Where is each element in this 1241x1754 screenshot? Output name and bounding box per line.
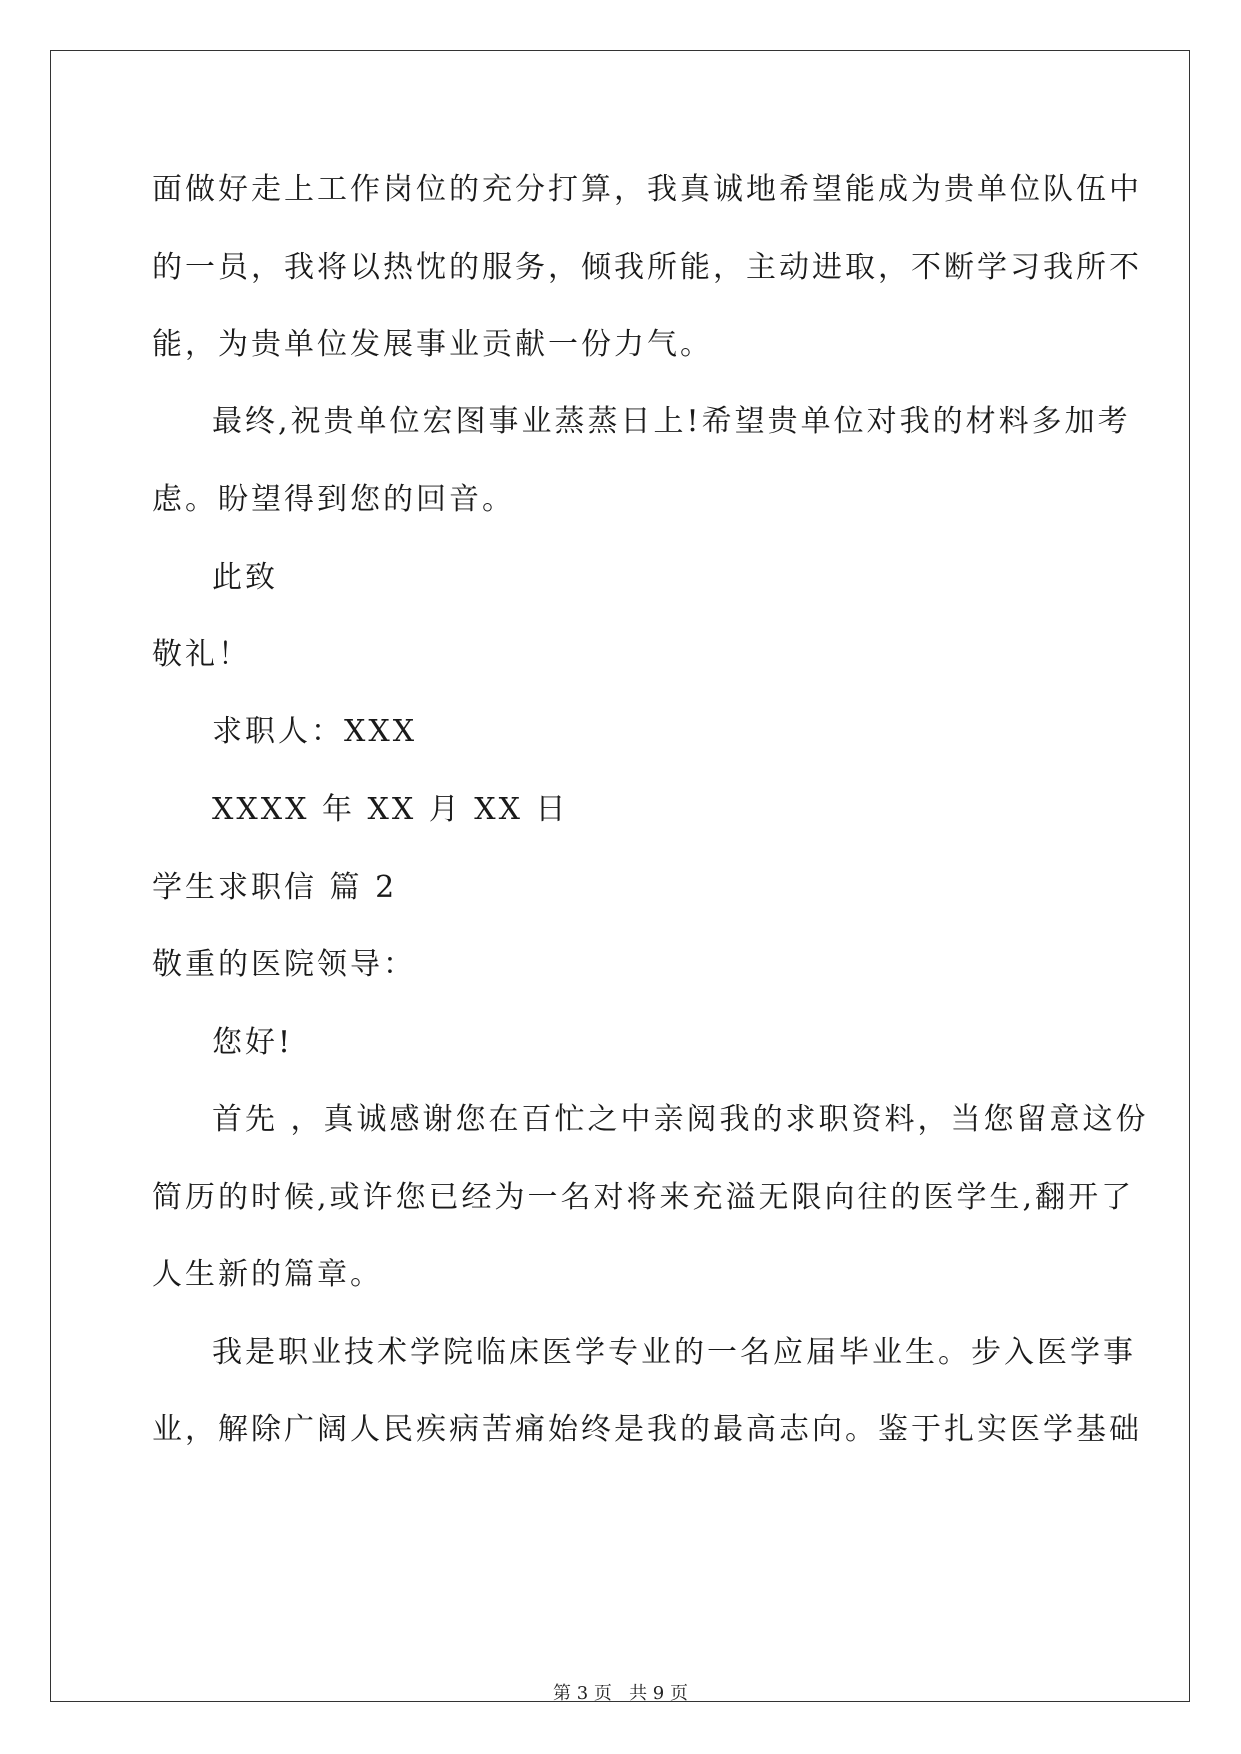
text-line: 能，为贵单位发展事业贡献一份力气。 [152,327,713,362]
section-heading: 学生求职信 篇 2 [152,870,398,905]
text-line: 简历的时候,或许您已经为一名对将来充溢无限向往的医学生,翻开了 [152,1180,1135,1215]
text-line: 面做好走上工作岗位的充分打算，我真诚地希望能成为贵单位队伍中 [152,172,1142,207]
text-line: 的一员，我将以热忱的服务，倾我所能，主动进取，不断学习我所不 [152,250,1142,285]
text-line: 求职人：XXX [212,714,418,749]
text-line: 此致 [212,560,278,595]
text-line: 您好! [212,1025,294,1060]
text-line: 首先 ，真诚感谢您在百忙之中亲阅我的求职资料，当您留意这份 [212,1102,1149,1137]
text-line: XXXX 年 XX 月 XX 日 [212,792,569,827]
text-line: 最终,祝贵单位宏图事业蒸蒸日上!希望贵单位对我的材料多加考 [212,404,1131,439]
text-line: 人生新的篇章。 [152,1257,383,1292]
text-line: 敬礼！ [152,637,251,672]
page-number-footer [0,1683,1241,1705]
text-line: 敬重的医院领导： [152,947,416,982]
page-number-label: 第 3 页 共 9 页 [553,1683,688,1704]
text-line: 业，解除广阔人民疾病苦痛始终是我的最高志向。鉴于扎实医学基础 [152,1412,1142,1447]
text-line: 虑。盼望得到您的回音。 [152,482,515,517]
text-line: 我是职业技术学院临床医学专业的一名应届毕业生。步入医学事 [212,1335,1136,1370]
